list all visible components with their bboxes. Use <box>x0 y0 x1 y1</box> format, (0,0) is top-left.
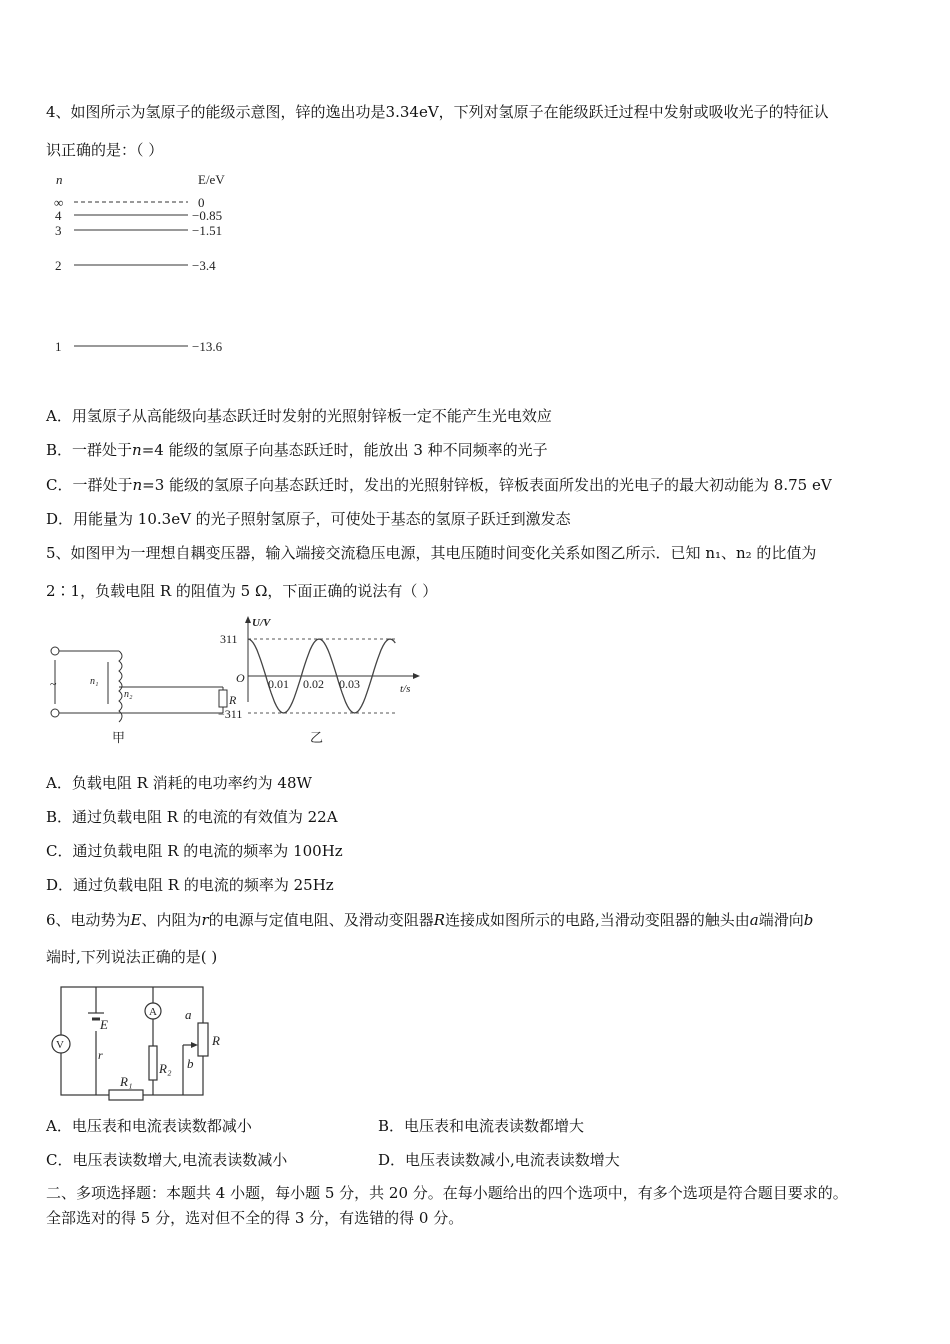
circuit-diagram <box>40 975 240 1100</box>
svg-text:0.01: 0.01 <box>268 677 289 691</box>
svg-text:−311: −311 <box>218 707 243 721</box>
n-axis-label: n <box>56 172 63 187</box>
level-e-inf: 0 <box>198 195 205 210</box>
q6-option-c: C．电压表读数增大,电流表读数减小 <box>46 1151 288 1169</box>
svg-text:n₁: n₁ <box>90 676 99 687</box>
caption-yi: 乙 <box>310 730 324 745</box>
level-e-1: −13.6 <box>192 339 223 354</box>
svg-text:A: A <box>149 1006 157 1018</box>
level-n-1: 1 <box>55 339 62 354</box>
caption-jia: 甲 <box>112 730 126 745</box>
q6-option-b: B．电压表和电流表读数都增大 <box>378 1117 585 1135</box>
q6-option-d: D．电压表读数减小,电流表读数增大 <box>378 1151 620 1169</box>
svg-text:R: R <box>212 1033 220 1048</box>
level-e-3: −1.51 <box>192 223 223 238</box>
svg-text:t/s: t/s <box>400 683 411 695</box>
q4-option-d: D．用能量为 10.3eV 的光子照射氢原子，可使处于基态的氢原子跃迁到激发态 <box>46 510 571 528</box>
level-e-4: −0.85 <box>192 208 223 223</box>
voltage-time-graph <box>210 612 430 747</box>
level-n-3: 3 <box>55 223 62 238</box>
svg-text:0.03: 0.03 <box>339 677 360 691</box>
svg-text:R: R <box>229 693 237 707</box>
svg-text:n₂: n₂ <box>124 689 133 700</box>
svg-text:311: 311 <box>220 632 238 646</box>
q4-stem-line2: 识正确的是：（ ） <box>46 141 164 159</box>
q4-option-b: B．一群处于n=4 能级的氢原子向基态跃迁时，能放出 3 种不同频率的光子 <box>46 441 548 459</box>
svg-text:a: a <box>185 1007 192 1022</box>
svg-text:R₂: R₂ <box>159 1061 172 1076</box>
svg-text:b: b <box>187 1056 194 1071</box>
level-e-2: −3.4 <box>192 258 216 273</box>
svg-text:E: E <box>100 1017 108 1032</box>
svg-text:U/V: U/V <box>252 617 271 629</box>
q4-option-a: A．用氢原子从高能级向基态跃迁时发射的光照射锌板一定不能产生光电效应 <box>46 407 552 425</box>
section2-instructions-line2: 全部选对的得 5 分，选对但不全的得 3 分，有选错的得 0 分。 <box>46 1209 464 1227</box>
q5-option-a: A．负载电阻 R 消耗的电功率约为 48W <box>46 774 312 792</box>
level-n-2: 2 <box>55 258 62 273</box>
q5-option-b: B．通过负载电阻 R 的电流的有效值为 22A <box>46 808 338 826</box>
q5-stem-line2: 2∶1，负载电阻 R 的阻值为 5 Ω，下面正确的说法有（ ） <box>46 582 438 600</box>
level-n-inf: ∞ <box>54 195 64 210</box>
svg-text:V: V <box>56 1039 64 1051</box>
energy-axis-label: E/eV <box>198 172 225 187</box>
energy-level-diagram <box>40 165 270 365</box>
q4-option-c: C．一群处于n=3 能级的氢原子向基态跃迁时，发出的光照射锌板，锌板表面所发出的光电子的最大初动能为 8.75 eV <box>46 476 832 494</box>
q5-option-d: D．通过负载电阻 R 的电流的频率为 25Hz <box>46 876 334 894</box>
q6-stem-line1: 6、电动势为E、内阻为r的电源与定值电阻、及滑动变阻器R连接成如图所示的电路,当滑动变阻器的触头由a端滑向b <box>46 911 814 929</box>
q6-option-a: A．电压表和电流表读数都减小 <box>46 1117 252 1135</box>
svg-text:r: r <box>98 1048 103 1062</box>
level-n-4: 4 <box>55 208 62 223</box>
section2-instructions-line1: 二、多项选择题：本题共 4 小题，每小题 5 分，共 20 分。在每小题给出的四个选项中，有多个选项是符合题目要求的。 <box>46 1184 848 1202</box>
svg-text:O: O <box>236 671 245 685</box>
q4-stem-line1: 4、如图所示为氢原子的能级示意图，锌的逸出功是3.34eV，下列对氢原子在能级跃迁过程中发射或吸收光子的特征认 <box>46 103 829 121</box>
q5-stem-line1: 5、如图甲为一理想自耦变压器，输入端接交流稳压电源，其电压随时间变化关系如图乙所示．已知 n₁、n₂ 的比值为 <box>46 544 817 562</box>
ac-source-symbol: ~ <box>50 677 57 691</box>
q5-option-c: C．通过负载电阻 R 的电流的频率为 100Hz <box>46 842 343 860</box>
svg-text:R₁: R₁ <box>120 1074 133 1089</box>
svg-text:0.02: 0.02 <box>303 677 324 691</box>
q6-stem-line2: 端时,下列说法正确的是( ) <box>46 948 218 966</box>
